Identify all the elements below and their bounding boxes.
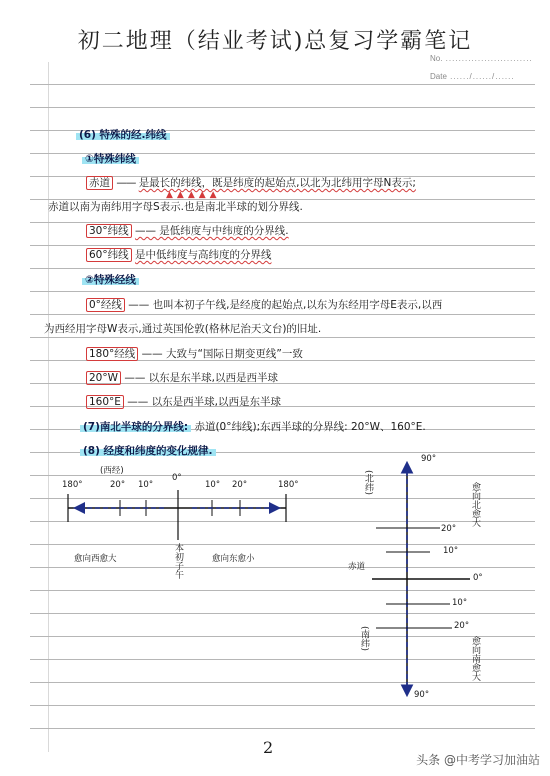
equator-term: 赤道 (86, 176, 113, 190)
lat60-desc: 是中低纬度与高纬度的分界线 (134, 249, 272, 261)
lon0-term: 0°经线 (86, 298, 125, 312)
section8-heading: (8) 经度和纬度的变化规律. (80, 445, 216, 457)
no-label: No. ........................... (430, 54, 533, 63)
lat30-term: 30°纬线 (86, 224, 132, 238)
lat60-term: 60°纬线 (86, 248, 132, 262)
page-title: 初二地理（结业考试)总复习学霸笔记 (77, 29, 473, 54)
lon-tick-label: 20° (232, 480, 248, 490)
e160-term: 160°E (86, 395, 124, 409)
lat-tick-label: 90° (421, 454, 437, 464)
section7-text: 赤道(0°纬线);东西半球的分界线: 20°W、160°E. (194, 421, 426, 433)
west-longitude-label: (西经) (100, 466, 124, 476)
w20-desc: —— 以东是东半球,以西是西半球 (124, 372, 279, 384)
lat-tick-label: 20° (454, 621, 470, 631)
north-latitude-label: (北纬) (363, 470, 373, 496)
lon0-desc: —— 也叫本初子午线,是经度的起始点,以东为东经用字母E表示,以西 (128, 299, 443, 311)
lon-tick-label: 20° (110, 480, 126, 490)
date-label: Date ....../....../...... (430, 72, 515, 81)
watermark: 头条 @中考学习加油站 (416, 753, 540, 767)
west-caption: 愈向西愈大 (74, 554, 117, 564)
prime-meridian-caption: 本初子午 (173, 543, 183, 579)
e160-desc: —— 以东是西半球,以西是东半球 (127, 396, 281, 408)
equator-desc: 是最长的纬线，既是纬度的起始点,以北为北纬用字母N表示; (138, 177, 416, 189)
lon-tick-label: 0° (172, 473, 182, 483)
lat30-desc: —— 是低纬度与中纬度的分界线. (134, 225, 289, 237)
special-longitude-heading: ②特殊经线 (82, 273, 139, 287)
south-latitude-label: (南纬) (359, 626, 369, 652)
lat-tick-label: 90° (414, 690, 430, 700)
special-latitude-heading: ①特殊纬线 (82, 152, 139, 166)
w20-term: 20°W (86, 371, 121, 385)
lat-tick-label: 20° (441, 524, 457, 534)
south-caption: 愈向南愈大 (470, 636, 480, 681)
equator-caption: 赤道 (348, 562, 366, 572)
lat-tick-label: 0° (473, 573, 483, 583)
lon180-desc: —— 大致与“国际日期变更线”一致 (141, 348, 303, 360)
lon0-line2: 为西经用字母W表示,通过英国伦敦(格林尼治天文台)的旧址. (44, 323, 322, 335)
page-number: 2 (263, 738, 274, 757)
lon180-term: 180°经线 (86, 347, 138, 361)
section6-heading: (6) 特殊的经.纬线 (76, 128, 170, 142)
east-caption: 愈向东愈小 (212, 554, 255, 564)
lon-tick-label: 180° (278, 480, 299, 490)
north-caption: 愈向北愈大 (470, 482, 480, 527)
lon-tick-label: 180° (62, 480, 83, 490)
lon-tick-label: 10° (205, 480, 221, 490)
emphasis-triangles: ▲▲▲▲▲ (166, 190, 221, 200)
section7-heading: (7)南北半球的分界线: (80, 421, 191, 433)
lat-tick-label: 10° (452, 598, 468, 608)
equator-line2: 赤道以南为南纬用字母S表示.也是南北半球的划分界线. (48, 201, 303, 213)
lat-tick-label: 10° (443, 546, 459, 556)
lon-tick-label: 10° (138, 480, 154, 490)
equator-row: 赤道 —— 是最长的纬线，既是纬度的起始点,以北为北纬用字母N表示; (86, 176, 416, 190)
